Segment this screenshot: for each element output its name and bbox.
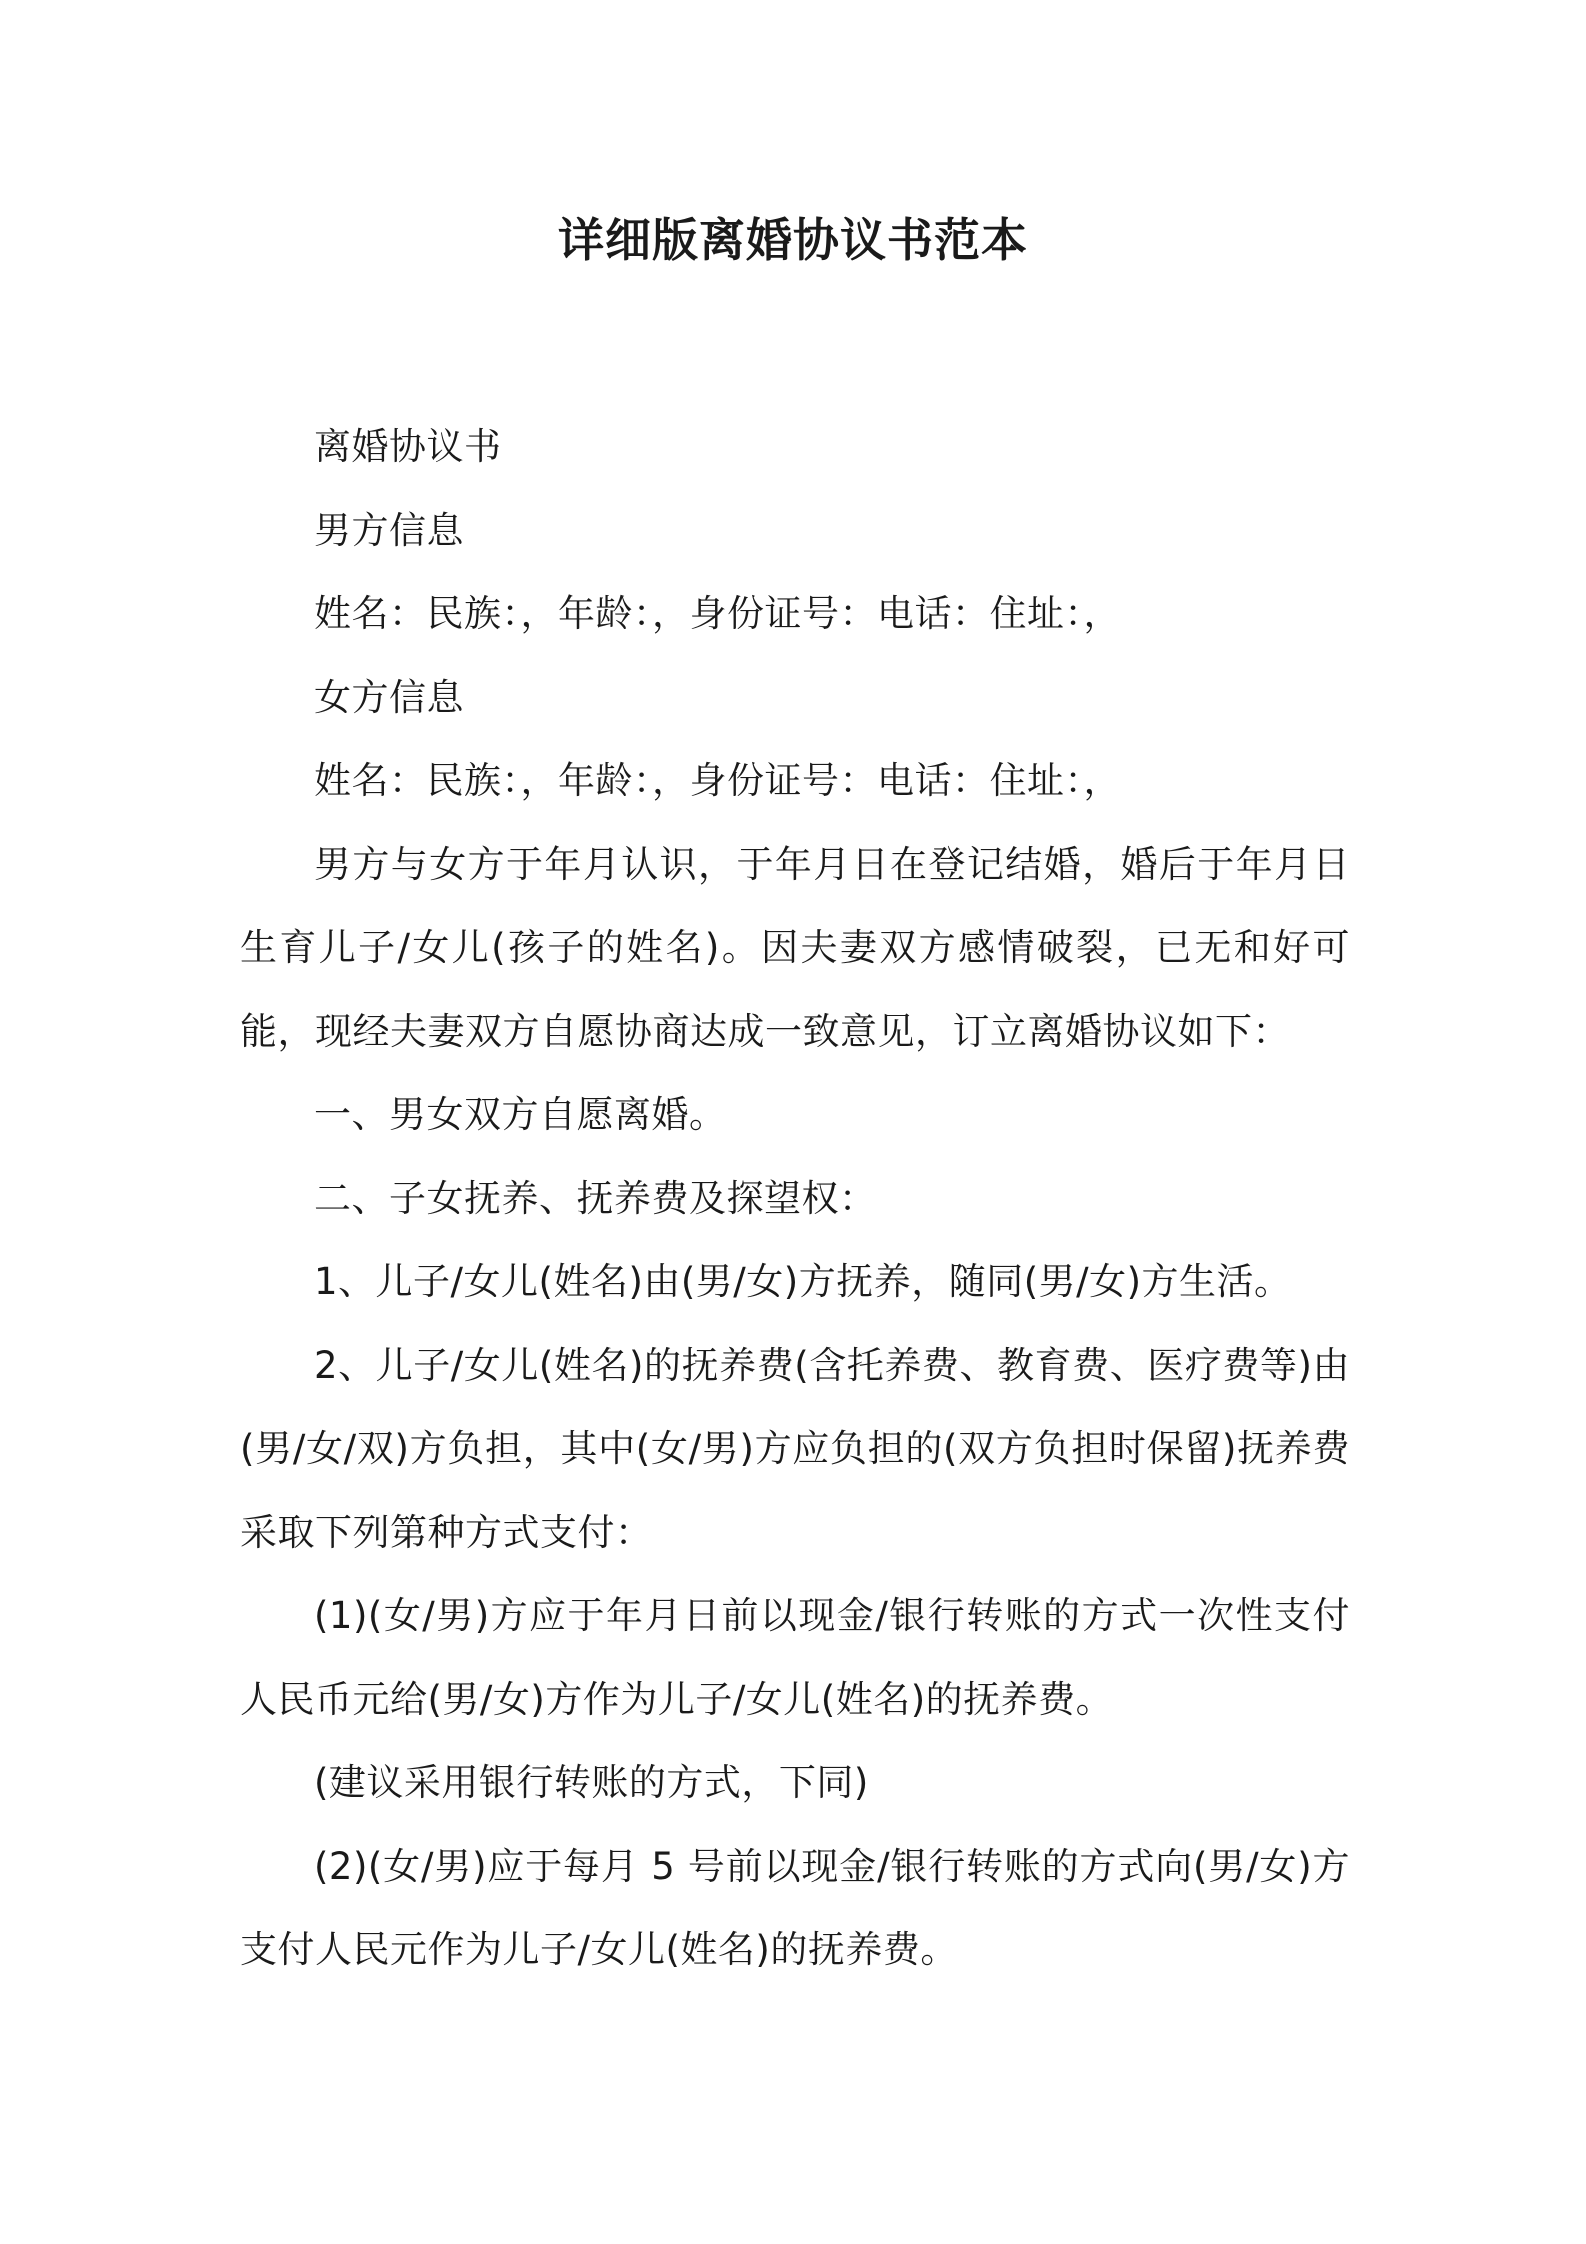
document-body bbox=[240, 405, 1350, 1992]
paragraph-male-info-fields: 姓名：民族：，年龄：，身份证号：电话：住址：， bbox=[314, 592, 1121, 635]
document-title: 详细版离婚协议书范本 bbox=[558, 213, 1028, 267]
paragraph-female-info-fields: 姓名：民族：，年龄：，身份证号：电话：住址：， bbox=[314, 759, 1121, 802]
paragraph-clause-2-2: 2、儿子/女儿(姓名)的抚养费(含托养费、教育费、医疗费等)由(男/女/双)方负担，其中(女/男)方应负担的(双方负担时保留)抚养费采取下列第种方式支付： bbox=[240, 1343, 1350, 1554]
paragraph-option-1: (1)(女/男)方应于年月日前以现金/银行转账的方式一次性支付人民币元给(男/女)方作为儿子/女儿(姓名)的抚养费。 bbox=[240, 1594, 1350, 1721]
paragraph-heading: 离婚协议书 bbox=[314, 425, 502, 468]
paragraph-male-info-label: 男方信息 bbox=[314, 508, 464, 552]
paragraph-background: 男方与女方于年月认识，于年月日在登记结婚，婚后于年月日生育儿子/女儿(孩子的姓名)。因夫妻双方感情破裂，已无和好可能，现经夫妻双方自愿协商达成一致意见，订立离婚协议如下： bbox=[240, 842, 1350, 1053]
paragraph-female-info-label: 女方信息 bbox=[314, 675, 464, 719]
paragraph-note: (建议采用银行转账的方式，下同) bbox=[314, 1761, 869, 1804]
paragraph-option-2: (2)(女/男)应于每月 5 号前以现金/银行转账的方式向(男/女)方支付人民元作为儿子/女儿(姓名)的抚养费。 bbox=[240, 1844, 1350, 1971]
paragraph-clause-2-1: 1、儿子/女儿(姓名)由(男/女)方抚养，随同(男/女)方生活。 bbox=[314, 1260, 1292, 1303]
paragraph-clause-1: 一、男女双方自愿离婚。 bbox=[314, 1093, 727, 1136]
paragraph-clause-2: 二、子女抚养、抚养费及探望权： bbox=[314, 1176, 877, 1220]
